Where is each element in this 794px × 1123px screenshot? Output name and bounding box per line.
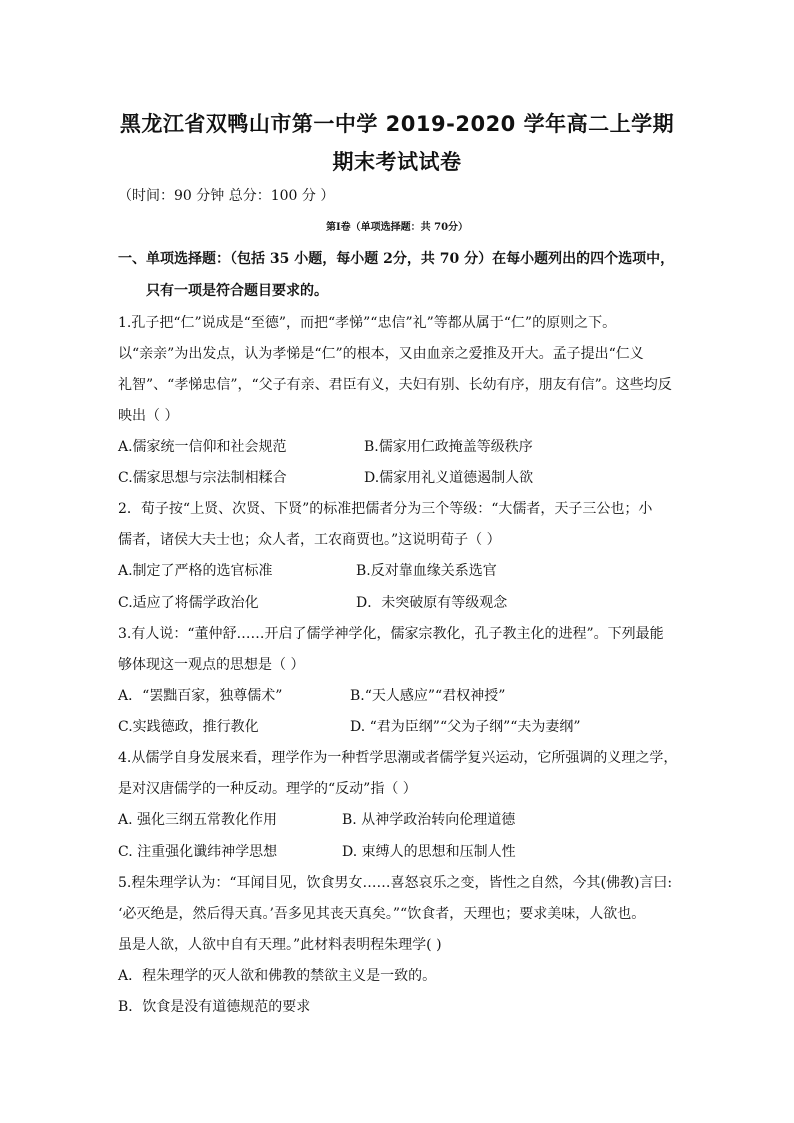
q3-option-b: B.“天人感应”“君权神授” [350, 688, 506, 704]
q3-stem-line1: 3.有人说：“董仲舒……开启了儒学神学化，儒家宗教化，孔子教主化的进程”。下列最能 [118, 626, 664, 642]
q2-stem-line2: 儒者，诸侯大夫士也；众人者，工农商贾也。”这说明荀子（ ） [118, 532, 501, 548]
part-heading-line2: 只有一项是符合题目要求的。 [146, 283, 328, 299]
q1-stem-line2: 以“亲亲”为出发点，认为孝悌是“仁”的根本，又由血亲之爱推及开大。孟子提出“仁义 [118, 346, 644, 362]
q1-option-b: B.儒家用仁政掩盖等级秩序 [364, 439, 533, 455]
q5-stem-line2: ‘必灭绝是，然后得天真。’吾多见其丧天真矣。”“饮食者，天理也；要求美味，人欲也。 [118, 906, 646, 922]
q2-option-c: C.适应了将儒学政治化 [118, 595, 259, 611]
q1-stem-line3: 礼智”、“孝悌忠信”，“父子有亲、君臣有义，夫妇有别、长幼有序，朋友有信”。这些均反 [118, 377, 672, 393]
q4-option-c: C. 注重强化谶纬神学思想 [118, 844, 278, 860]
q1-option-a: A.儒家统一信仰和社会规范 [118, 439, 287, 455]
q2-stem-line1: 2．荀子按“上贤、次贤、下贤”的标准把儒者分为三个等级：“大儒者，天子三公也；小 [118, 501, 653, 517]
q5-option-b: B．饮食是没有道德规范的要求 [118, 999, 311, 1015]
q4-option-a: A. 强化三纲五常教化作用 [118, 812, 278, 828]
q5-stem-line3: 虽是人欲，人欲中自有天理。”此材料表明程朱理学( ) [118, 937, 442, 953]
exam-title-line2: 期末考试试卷 [332, 150, 462, 174]
q1-stem-line1: 1.孔子把“仁”说成是“至德”，而把“孝悌”“忠信”礼”等都从属于“仁”的原则之下。 [118, 315, 617, 331]
q3-option-d: D. “君为臣纲”“父为子纲”“夫为妻纲” [350, 719, 581, 735]
q4-option-d: D. 束缚人的思想和压制人性 [342, 844, 516, 860]
q1-stem-line4: 映出（ ） [118, 408, 179, 424]
q2-option-b: B.反对靠血缘关系选官 [356, 563, 497, 579]
q4-stem-line1: 4.从儒学自身发展来看，理学作为一种哲学思潮或者儒学复兴运动，它所强调的义理之学， [118, 750, 678, 766]
part-heading-line1: 一、单项选择题：（包括 35 小题，每小题 2分，共 70 分）在每小题列出的四个选项中， [118, 251, 675, 267]
q4-stem-line2: 是对汉唐儒学的一种反动。理学的“反动”指（ ） [118, 781, 417, 797]
q3-option-a: A．“罢黜百家，独尊儒术” [118, 688, 283, 704]
q3-stem-line2: 够体现这一观点的思想是（ ） [118, 657, 305, 673]
exam-title-line1: 黑龙江省双鸭山市第一中学 2019-2020 学年高二上学期 [119, 112, 675, 136]
q1-option-c: C.儒家思想与宗法制相糅合 [118, 470, 287, 486]
q5-option-a: A．程朱理学的灭人欲和佛教的禁欲主义是一致的。 [118, 968, 437, 984]
q4-option-b: B. 从神学政治转向伦理道德 [342, 812, 516, 828]
section-title: 第Ⅰ卷（单项选择题：共 70分） [325, 222, 469, 233]
q5-stem-line1: 5.程朱理学认为：“耳闻目见，饮食男女……喜怒哀乐之变，皆性之自然，今其(佛教)言曰: [118, 875, 673, 891]
q1-option-d: D.儒家用礼义道德遏制人欲 [364, 470, 534, 486]
q2-option-a: A.制定了严格的选官标准 [118, 563, 273, 579]
q2-option-d: D．未突破原有等级观念 [356, 595, 508, 611]
exam-meta: （时间：90 分钟 总分：100 分 ） [118, 188, 335, 204]
q3-option-c: C.实践德政，推行教化 [118, 719, 259, 735]
